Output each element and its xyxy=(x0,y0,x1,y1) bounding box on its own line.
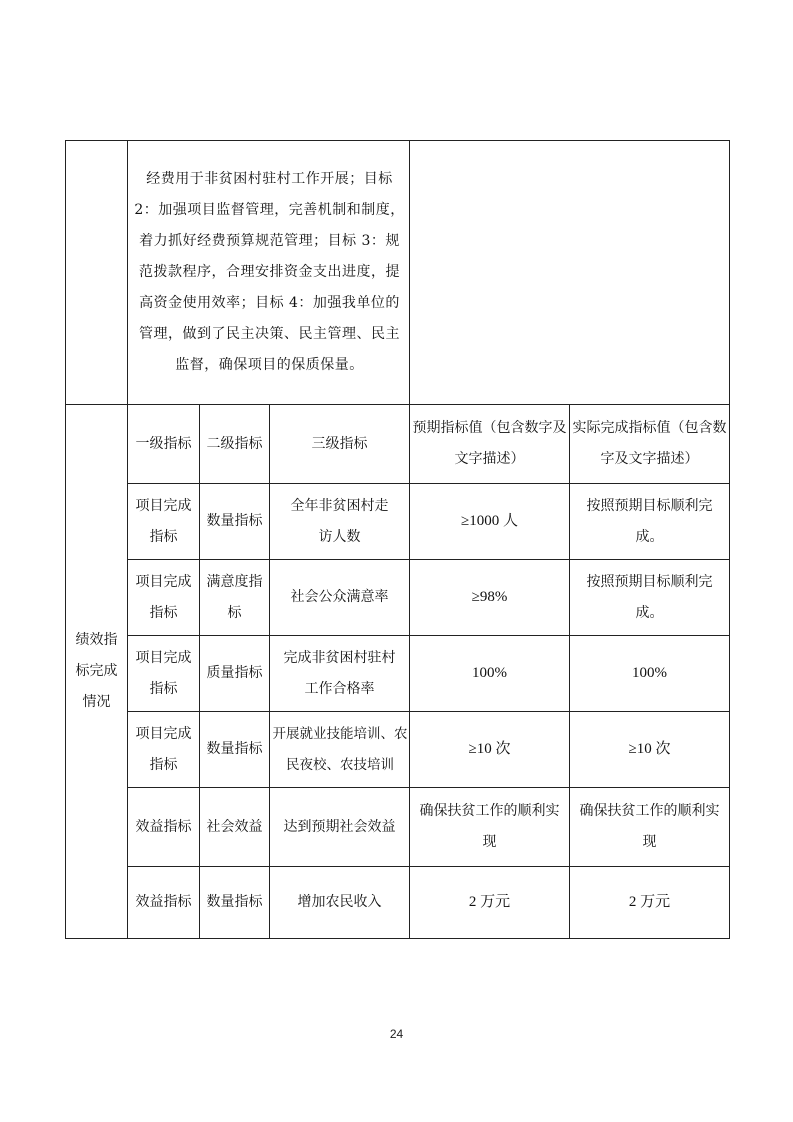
cell-level1: 效益指标 xyxy=(128,788,200,867)
goal-text-line: 着力抓好经费预算规范管理；目标 3：规 xyxy=(139,233,400,249)
cell-level3 xyxy=(270,712,410,788)
cell-text: 确保扶贫工作的顺利实现 xyxy=(579,803,720,850)
header-expected-text: 预期指标值（包含数字及文字描述） xyxy=(412,420,567,467)
cell-level1 xyxy=(128,636,200,712)
table-row xyxy=(66,636,730,712)
cell-expected: ≥10 次 xyxy=(410,712,570,788)
goal-text-line: 经费用于非贫困村驻村工作开展；目标 xyxy=(146,171,393,187)
header-level3: 三级指标 xyxy=(270,405,410,484)
goal-text-line: 管理，做到了民主决策、民主管理、民主 xyxy=(139,326,401,342)
cell-actual: ≥10 次 xyxy=(570,712,730,788)
cell-actual: 100% xyxy=(570,636,730,712)
cell-expected xyxy=(410,788,570,867)
cell-text: 项目完成指标 xyxy=(135,725,192,773)
header-row xyxy=(66,405,730,484)
goal-text-line: 监督，确保项目的保质保量。 xyxy=(175,357,364,373)
cell-level2: 数量指标 xyxy=(200,712,270,788)
cell-level1 xyxy=(128,484,200,560)
cell-level1 xyxy=(128,560,200,636)
cell-level3 xyxy=(270,636,410,712)
cell-text: 项目完成指标 xyxy=(135,649,192,697)
cell-text: 项目完成指标 xyxy=(135,497,192,545)
goal-text-cell xyxy=(128,141,410,405)
table-row xyxy=(66,560,730,636)
cell-level2: 质量指标 xyxy=(200,636,270,712)
header-expected xyxy=(410,405,570,484)
cell-level3 xyxy=(270,484,410,560)
cell-text: 满意度指标 xyxy=(206,573,263,621)
cell-level2: 数量指标 xyxy=(200,484,270,560)
table-row xyxy=(66,788,730,867)
cell-expected: ≥1000 人 xyxy=(410,484,570,560)
cell-expected: ≥98% xyxy=(410,560,570,636)
cell-text: 开展就业技能培训、农民夜校、农技培训 xyxy=(272,725,408,773)
table-row xyxy=(66,484,730,560)
cell-level3: 增加农民收入 xyxy=(270,867,410,939)
goal-text-line: 2：加强项目监督管理，完善机制和制度， xyxy=(134,202,405,218)
table-row xyxy=(66,712,730,788)
cell-text: 项目完成指标 xyxy=(135,573,192,621)
cell-level3: 社会公众满意率 xyxy=(270,560,410,636)
cell-level2: 数量指标 xyxy=(200,867,270,939)
page-number: 24 xyxy=(389,1027,404,1041)
cell-text: 按照预期目标顺利完成。 xyxy=(586,573,713,621)
cell-text: 全年非贫困村走访人数 xyxy=(290,497,389,545)
goal-text-line: 范拨款程序，合理安排资金支出进度，提 xyxy=(139,264,401,280)
cell-actual: 2 万元 xyxy=(570,867,730,939)
cell-level2: 社会效益 xyxy=(200,788,270,867)
header-level2: 二级指标 xyxy=(200,405,270,484)
goal-text-line: 高资金使用效率；目标 4：加强我单位的 xyxy=(139,295,400,311)
header-actual-text: 实际完成指标值（包含数字及文字描述） xyxy=(572,420,727,467)
cell-actual xyxy=(570,484,730,560)
cell-level3: 达到预期社会效益 xyxy=(270,788,410,867)
goal-empty-cell xyxy=(410,141,730,405)
goal-row-label-cell xyxy=(66,141,128,405)
cell-level2 xyxy=(200,560,270,636)
table-row xyxy=(66,867,730,939)
cell-actual xyxy=(570,788,730,867)
cell-expected: 2 万元 xyxy=(410,867,570,939)
performance-table xyxy=(65,140,730,939)
cell-expected: 100% xyxy=(410,636,570,712)
cell-text: 完成非贫困村驻村工作合格率 xyxy=(283,649,396,697)
cell-level1 xyxy=(128,712,200,788)
header-actual xyxy=(570,405,730,484)
cell-actual xyxy=(570,560,730,636)
cell-text: 按照预期目标顺利完成。 xyxy=(586,497,713,545)
header-level1: 一级指标 xyxy=(128,405,200,484)
cell-level1: 效益指标 xyxy=(128,867,200,939)
cell-text: 确保扶贫工作的顺利实现 xyxy=(419,803,560,850)
section-label: 绩效指标完成情况 xyxy=(75,632,118,710)
section-label-cell xyxy=(66,405,128,939)
goal-row xyxy=(66,141,730,405)
